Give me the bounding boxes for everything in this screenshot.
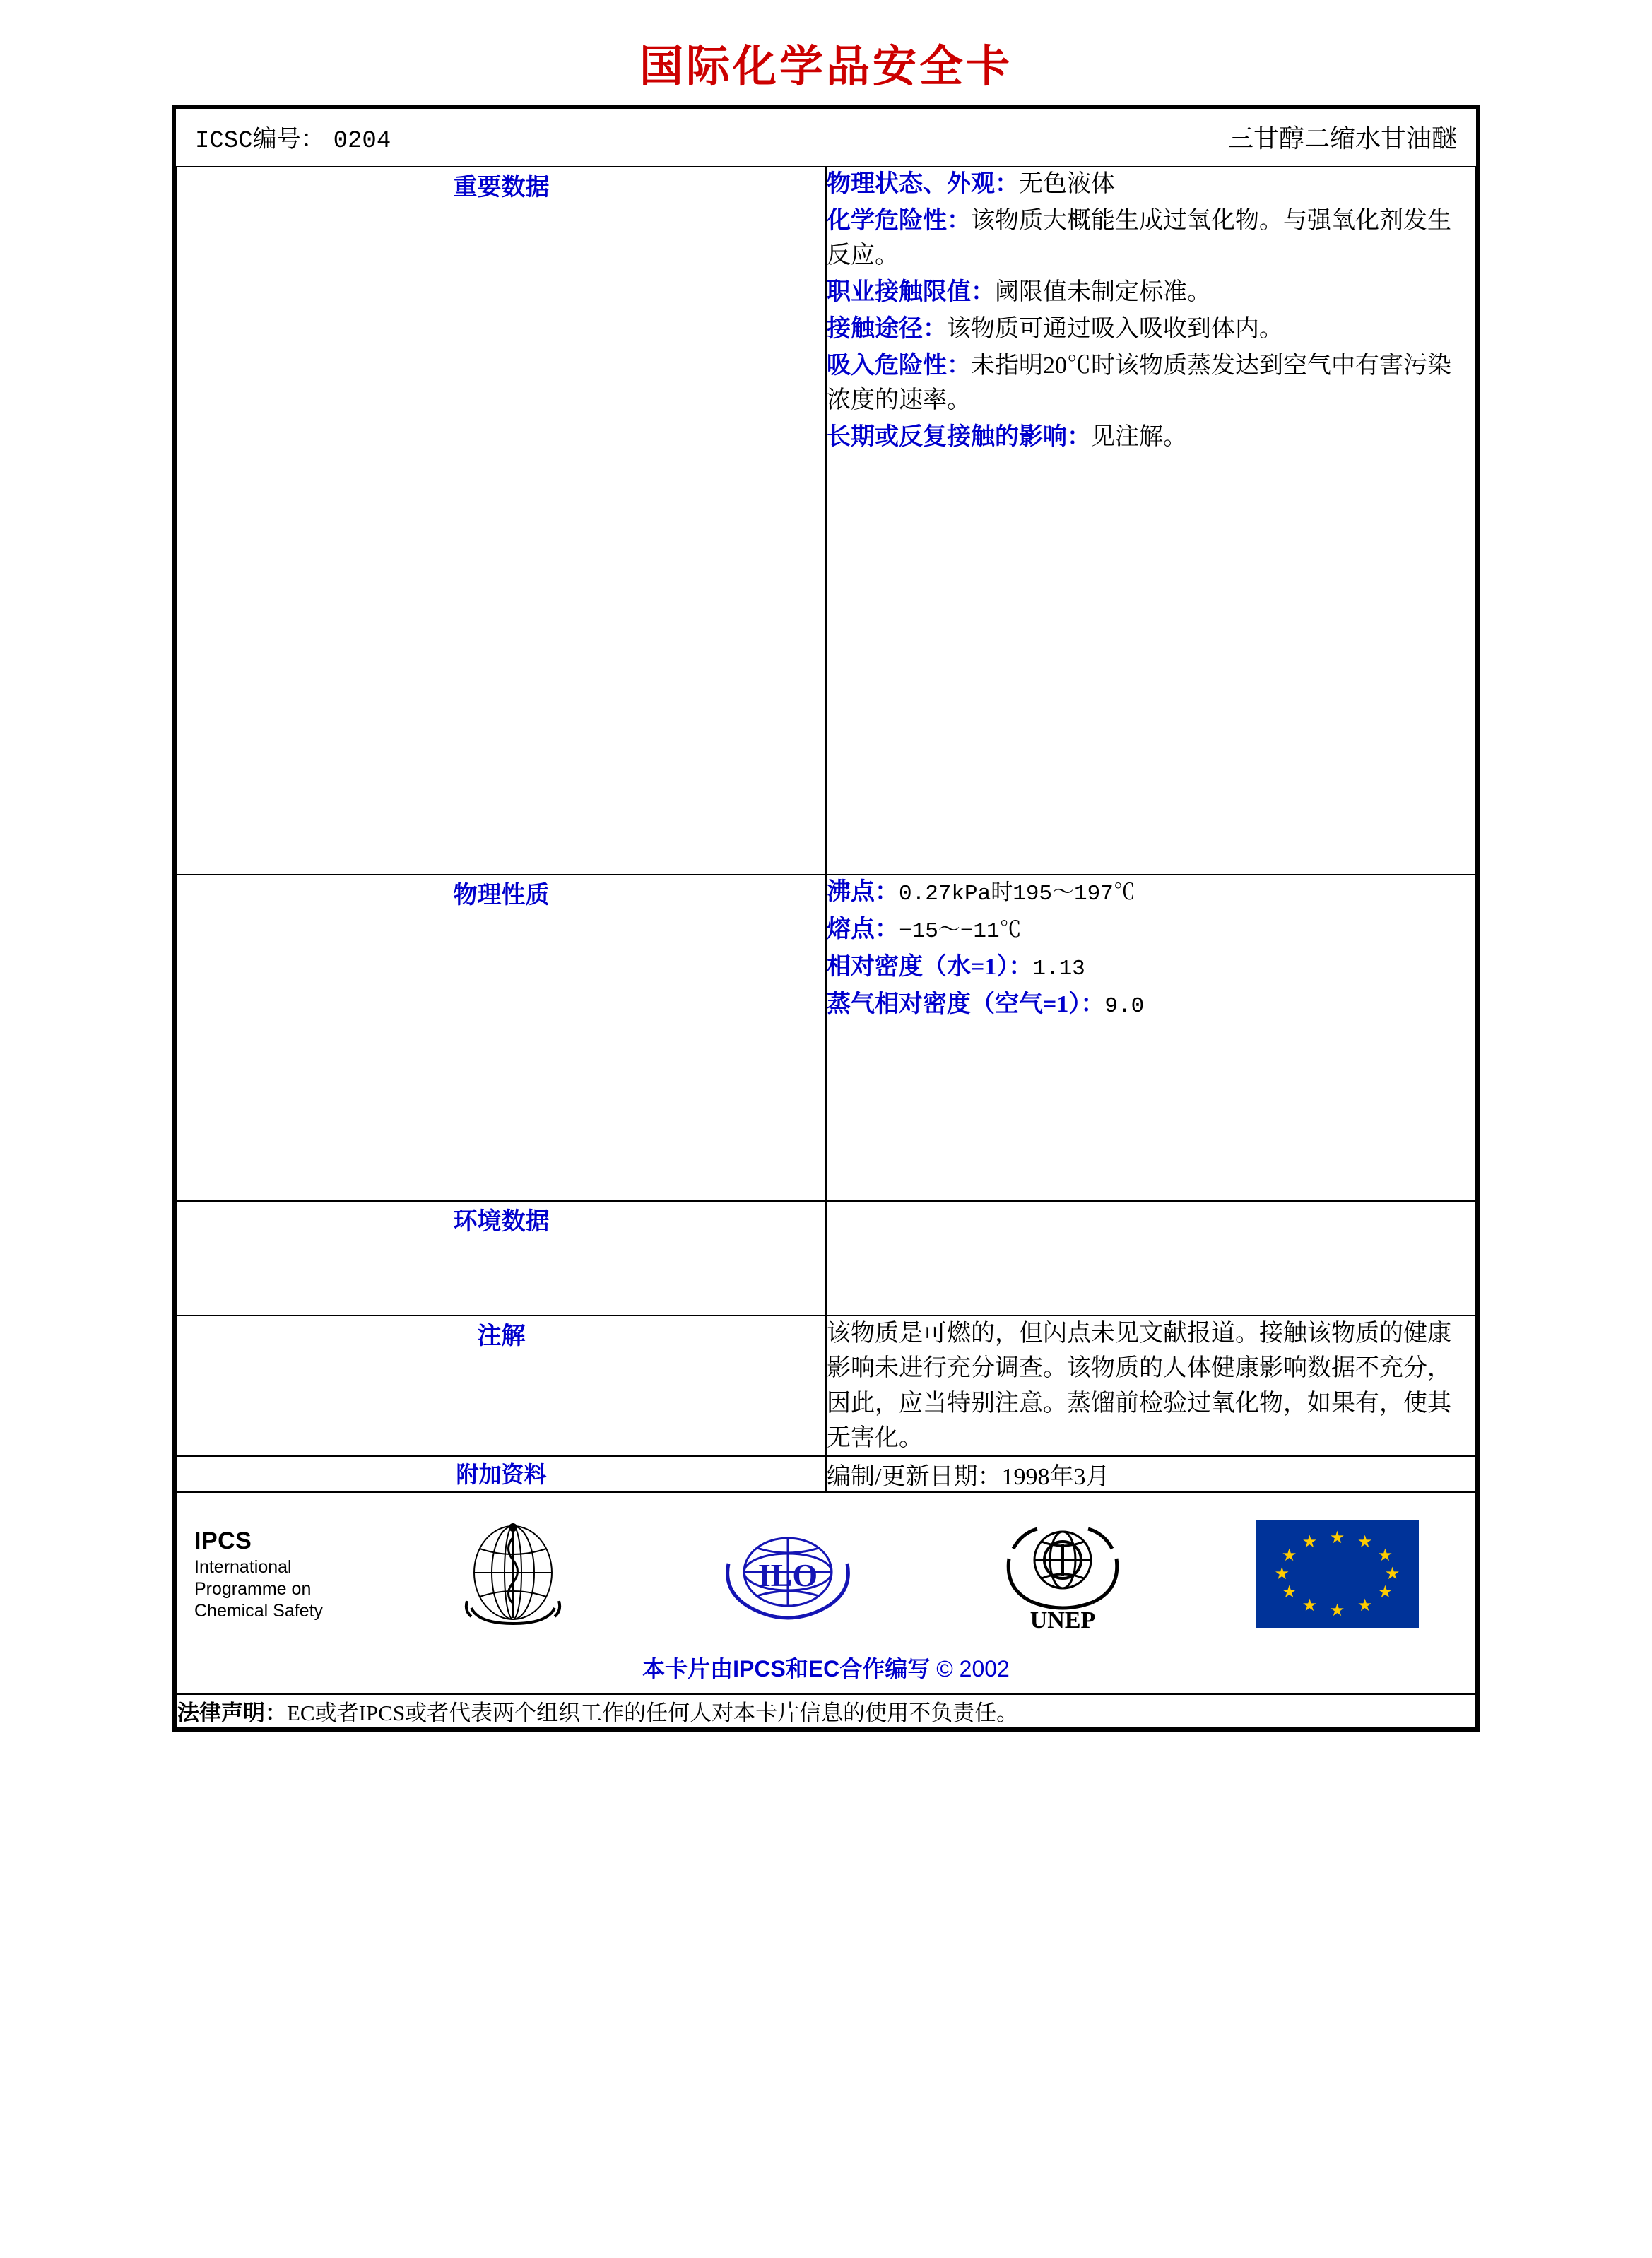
- eu-flag-slot: [1200, 1500, 1475, 1648]
- environmental-data-row: [177, 1201, 1475, 1316]
- entry-value: −15～−11℃: [899, 919, 1022, 945]
- important-data-label: 重要数据: [177, 167, 826, 875]
- entry-term: 长期或反复接触的影响：: [827, 423, 1091, 450]
- entry-term: 化学危险性：: [827, 208, 971, 235]
- physical-properties-row: [177, 875, 1475, 1201]
- important-data-row: [177, 167, 1475, 875]
- entry-chemical-hazards: [827, 204, 1475, 273]
- legal-cell: [177, 1694, 1475, 1727]
- environmental-data-content: [826, 1201, 1475, 1316]
- entry-occupational-limits: [827, 276, 1475, 309]
- entry-term: 沸点：: [827, 879, 899, 905]
- logo-band-row: [177, 1492, 1475, 1694]
- logo-row: [177, 1493, 1475, 1648]
- ipcs-line1: International: [194, 1556, 292, 1577]
- entry-value: 9.0: [1104, 994, 1145, 1019]
- entry-term: 吸入危险性：: [827, 353, 971, 379]
- who-logo: [446, 1518, 580, 1631]
- unep-caption: UNEP: [1029, 1607, 1095, 1633]
- logo-band-cell: [177, 1492, 1475, 1694]
- icsc-number-label: ICSC编号：: [195, 127, 325, 155]
- chemical-name: 三甘醇二缩水甘油醚: [1227, 124, 1457, 153]
- entry-value: 阈限值未制定标准。: [995, 278, 1211, 305]
- eu-flag: ★ ★ ★ ★ ★ ★ ★ ★ ★ ★ ★ ★: [1256, 1520, 1419, 1628]
- notes-content: 该物质是可燃的，但闪点未见文献报道。接触该物质的健康影响未进行充分调查。该物质的人体健康影响数据不充分，因此，应当特别注意。蒸馏前检验过氧化物，如果有，使其无害化。: [826, 1316, 1475, 1456]
- entry-value: 该物质可通过吸入吸收到体内。: [947, 316, 1283, 343]
- entry-term: 相对密度（水=1）：: [827, 954, 1033, 981]
- ilo-logo-slot: [650, 1500, 925, 1648]
- entry-term: 蒸气相对密度（空气=1）：: [827, 991, 1105, 1018]
- physical-properties-content: [826, 875, 1475, 1201]
- icsc-number-block: [195, 119, 391, 155]
- additional-label: 附加资料: [177, 1456, 826, 1492]
- ipcs-line2: Programme on: [194, 1578, 312, 1599]
- environmental-data-label: 环境数据: [177, 1201, 826, 1316]
- icsc-number-value: 0204: [333, 127, 391, 155]
- card-header-row: [177, 109, 1475, 167]
- entry-routes-of-exposure: [827, 312, 1475, 346]
- icsc-table: [176, 109, 1476, 1728]
- entry-term: 物理状态、外观：: [827, 171, 1019, 197]
- notes-row: [177, 1316, 1475, 1456]
- copyright-text: © 2002: [936, 1656, 1010, 1682]
- entry-melting-point: [827, 913, 1475, 947]
- credit-line: [177, 1648, 1475, 1694]
- legal-label: 法律声明：: [177, 1701, 287, 1726]
- entry-vapour-density: [827, 988, 1475, 1022]
- ipcs-abbr: IPCS: [194, 1527, 252, 1555]
- entry-long-term-effects: [827, 420, 1475, 454]
- entry-value: 见注解。: [1091, 423, 1187, 450]
- legal-row: [177, 1694, 1475, 1727]
- entry-value: 0.27kPa时195～197℃: [899, 882, 1135, 906]
- important-data-content: [826, 167, 1475, 875]
- credit-text: 本卡片由IPCS和EC合作编写: [642, 1656, 931, 1682]
- entry-term: 职业接触限值：: [827, 278, 995, 305]
- entry-term: 熔点：: [827, 916, 899, 943]
- svg-text:ILO: ILO: [757, 1557, 818, 1594]
- entry-value: 1.13: [1032, 957, 1085, 982]
- page-title: 国际化学品安全卡: [639, 43, 1013, 91]
- entry-inhalation-risk: [827, 349, 1475, 418]
- ipcs-text-block: [177, 1526, 375, 1622]
- unep-logo-slot: [925, 1500, 1200, 1648]
- who-logo-slot: [375, 1500, 650, 1648]
- additional-content: 编制/更新日期：1998年3月: [826, 1456, 1475, 1492]
- entry-relative-density: [827, 950, 1475, 985]
- entry-value: 无色液体: [1019, 171, 1115, 197]
- icsc-card: [172, 105, 1480, 1732]
- entry-boiling-point: [827, 875, 1475, 910]
- entry-value: 未指明20℃时该物质蒸发达到空气中有害污染浓度的速率。: [827, 353, 1451, 413]
- ilo-logo: [710, 1521, 866, 1627]
- unep-logo: [992, 1516, 1133, 1633]
- entry-value: 该物质大概能生成过氧化物。与强氧化剂发生反应。: [827, 208, 1451, 268]
- ipcs-line3: Chemical Safety: [194, 1601, 324, 1621]
- notes-label: 注解: [177, 1316, 826, 1456]
- entry-physical-state: [827, 167, 1475, 201]
- card-header-cell: [177, 109, 1475, 167]
- physical-properties-label: 物理性质: [177, 875, 826, 1201]
- legal-text: EC或者IPCS或者代表两个组织工作的任何人对本卡片信息的使用不负责任。: [287, 1701, 1019, 1726]
- additional-row: [177, 1456, 1475, 1492]
- entry-term: 接触途径：: [827, 316, 947, 343]
